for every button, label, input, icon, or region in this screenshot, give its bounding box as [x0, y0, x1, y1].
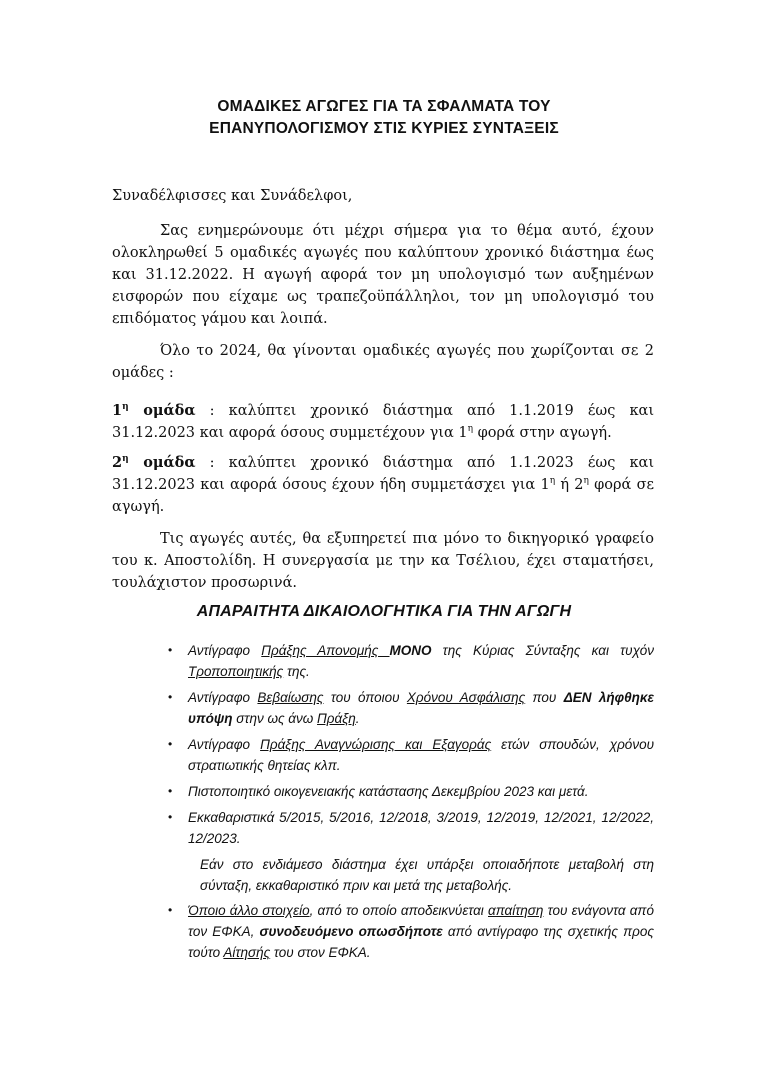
- documents-heading: ΑΠΑΡΑΙΤΗΤΑ ΔΙΚΑΙΟΛΟΓΗΤΙΚΑ ΓΙΑ ΤΗΝ ΑΓΩΓΗ: [196, 603, 572, 620]
- paragraph-intro: Σας ενημερώνουμε ότι μέχρι σήμερα για το θέμα αυτό, έχουν ολοκληρωθεί 5 ομαδικές αγωγές που καλύπτουν χρονικό διάστημα έως και 31.12.2022. Η αγωγή αφορά τον μη υπολογισμό των αυξημένων εισφορών που είχαμε ως τραπεζοϋπάλληλοι, τον μη υπολογισμό του επιδόματος γάμου και λοιπά.: [112, 223, 654, 327]
- bullet-icon: •: [168, 690, 173, 704]
- bullet-icon: •: [168, 643, 173, 657]
- required-documents-list-continued: [168, 900, 654, 968]
- paragraph-2024: Όλο το 2024, θα γίνονται ομαδικές αγωγές που χωρίζονται σε 2 ομάδες :: [112, 343, 654, 381]
- group-1-paragraph: $1^\eta$ ομάδα : καλύπτει χρονικό διάστημα από 1.1.2019 έως και 31.12.2023 και αφορά όσους συμμετέχουν για $1^\eta$ φορά στην αγωγή.: [112, 402, 654, 441]
- group-2-label: $2^\eta$ ομάδα: [112, 454, 196, 471]
- bullet-icon: •: [168, 737, 173, 751]
- list-item: • Πιστοποιητικό οικογενειακής κατάστασης Δεκεμβρίου 2023 και μετά.: [188, 781, 654, 802]
- title-line-2: ΕΠΑΝΥΠΟΛΟΓΙΣΜΟΥ ΣΤΙΣ ΚΥΡΙΕΣ ΣΥΝΤΑΞΕΙΣ: [209, 120, 559, 137]
- title-line-1: ΟΜΑΔΙΚΕΣ ΑΓΩΓΕΣ ΓΙΑ ΤΑ ΣΦΑΛΜΑΤΑ ΤΟΥ: [217, 98, 551, 115]
- list-item: • Όποιο άλλο στοιχείο, από το οποίο αποδεικνύεται απαίτηση του ενάγοντα από τον ΕΦΚΑ, συνοδευόμενο οπωσδήποτε από αντίγραφο της σχετικής προς τούτο Αίτησής του στον ΕΦΚΑ.: [188, 900, 654, 963]
- list-item: • Εκκαθαριστικά 5/2015, 5/2016, 12/2018, 3/2019, 12/2019, 12/2021, 12/2022, 12/2023.: [188, 807, 654, 849]
- list-item: • Αντίγραφο Βεβαίωσης του όποιου Χρόνου Ασφάλισης που ΔΕΝ λήφθηκε υπόψη στην ως άνω Πράξη.: [188, 687, 654, 729]
- paragraph-lawyer: Τις αγωγές αυτές, θα εξυπηρετεί πια μόνο το δικηγορικό γραφείο του κ. Αποστολίδη. Η συνεργασία με την κα Τσέλιου, έχει σταματήσει, τουλάχιστον προσωρινά.: [112, 531, 654, 591]
- bullet-icon: •: [168, 903, 173, 917]
- list-item: • Αντίγραφο Πράξης Απονομής ΜΟΝΟ της Κύριας Σύνταξης και τυχόν Τροποποιητικής της.: [188, 640, 654, 682]
- required-documents-list: [168, 640, 655, 901]
- list-note: Εάν στο ενδιάμεσο διάστημα έχει υπάρξει οποιαδήποτε μεταβολή στη σύνταξη, εκκαθαριστικό πριν και μετά της μεταβολής.: [200, 857, 654, 893]
- bullet-icon: •: [168, 810, 173, 824]
- group-2-paragraph: $2^\eta$ ομάδα : καλύπτει χρονικό διάστημα από 1.1.2023 έως και 31.12.2023 και αφορά όσους έχουν ήδη συμμετάσχει για $1^\eta$ ή $2^\eta$ φορά σε αγωγή.: [112, 454, 654, 515]
- document-title: [0, 96, 768, 140]
- bullet-icon: •: [168, 784, 173, 798]
- list-item: • Αντίγραφο Πράξης Αναγνώρισης και Εξαγοράς ετών σπουδών, χρόνου στρατιωτικής θητείας κλπ.: [188, 734, 654, 776]
- group-1-label: $1^\eta$ ομάδα: [112, 402, 196, 419]
- greeting: Συναδέλφισσες και Συνάδελφοι,: [112, 188, 353, 204]
